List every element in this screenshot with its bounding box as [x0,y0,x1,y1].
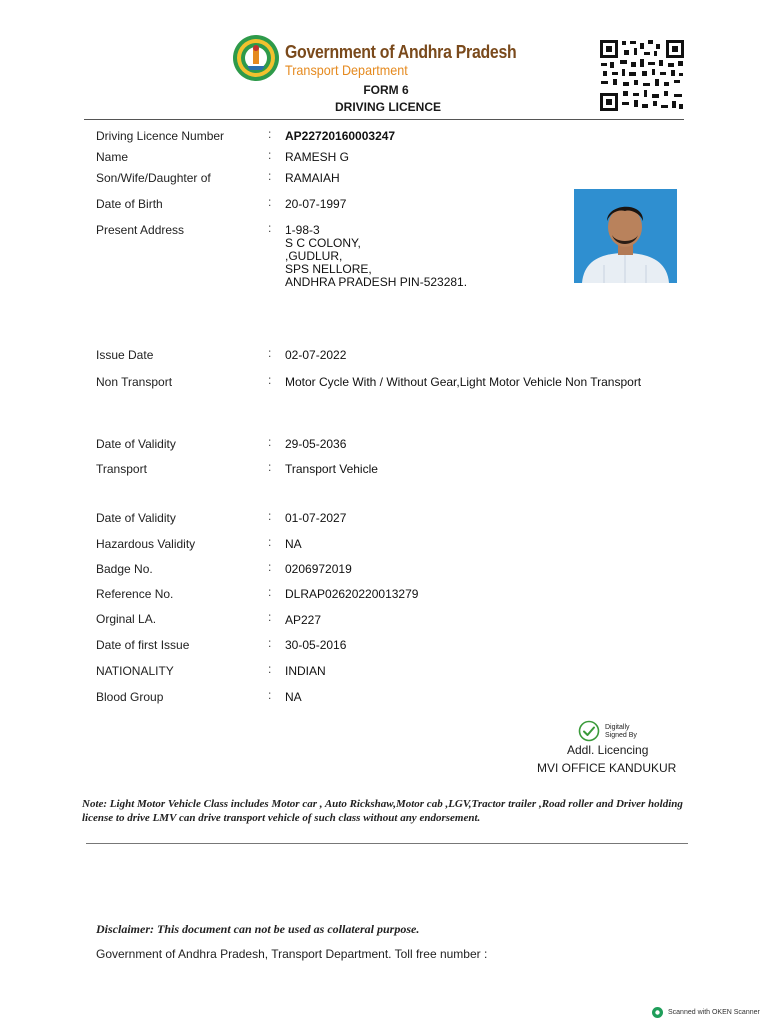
dl-number-value: AP22720160003247 [285,129,396,143]
address-line: ,GUDLUR, [285,249,343,263]
validity-t-label: Date of Validity [96,511,176,525]
blood-group-value: NA [285,690,302,704]
relation-label: Son/Wife/Daughter of [96,171,211,185]
address-line: 1-98-3 [285,223,320,237]
scanner-credit: Scanned with OKEN Scanner [668,1009,760,1016]
badge-value: 0206972019 [285,562,352,576]
hazardous-label: Hazardous Validity [96,537,196,551]
validity-nt-value: 29-05-2036 [285,437,347,451]
nationality-value: INDIAN [285,664,326,678]
lmv-note: Note: Light Motor Vehicle Class includes Motor car , Auto Rickshaw,Motor cab ,LGV,Tractor trailer ,Road roller and Driver holding license to drive LMV can drive transport vehicle of such class without any endorsement. [82,798,683,824]
digital-line-2: Signed By [605,732,637,739]
dob-label: Date of Birth [96,197,163,211]
non-transport-value: Motor Cycle With / Without Gear,Light Motor Vehicle Non Transport [285,375,642,389]
colon: : [268,509,272,523]
hazardous-value: NA [285,537,302,551]
blood-group-label: Blood Group [96,690,164,704]
transport-label: Transport [96,462,147,476]
header-divider [84,119,684,120]
relation-value: RAMAIAH [285,171,340,185]
colon: : [268,610,272,624]
dl-number-label: Driving Licence Number [96,129,225,143]
colon: : [268,585,272,599]
check-circle-icon [578,720,600,742]
address-line: ANDHRA PRADESH PIN-523281. [285,275,468,289]
address-line: SPS NELLORE, [285,262,372,276]
orig-la-label: Orginal LA. [96,612,157,626]
colon: : [268,221,272,235]
validity-t-value: 01-07-2027 [285,511,347,525]
reference-label: Reference No. [96,587,174,601]
disclaimer: Disclaimer: This document can not be used as collateral purpose. [96,922,420,936]
holder-photo [574,189,677,283]
colon: : [268,435,272,449]
digitally-signed-text [605,724,637,740]
name-value: RAMESH G [285,150,350,164]
first-issue-label: Date of first Issue [96,638,190,652]
validity-nt-label: Date of Validity [96,437,176,451]
colon: : [268,688,272,702]
dob-value: 20-07-1997 [285,197,347,211]
transport-value: Transport Vehicle [285,462,378,476]
colon: : [268,148,272,162]
first-issue-value: 30-05-2016 [285,638,347,652]
colon: : [268,127,272,141]
colon: : [268,560,272,574]
issue-date-label: Issue Date [96,348,154,362]
signing-office: MVI OFFICE KANDUKUR [537,761,677,775]
colon: : [268,460,272,474]
address-value [285,224,467,289]
scanner-logo-icon [652,1007,663,1018]
form-number: FORM 6 [363,83,409,97]
colon: : [268,346,272,360]
department-title: Transport Department [285,62,408,78]
colon: : [268,535,272,549]
address-label: Present Address [96,223,185,237]
colon: : [268,636,272,650]
qr-code-icon[interactable] [598,38,686,113]
digital-line-1: Digitally [605,724,630,731]
government-title: Government of Andhra Pradesh [285,42,517,62]
note-divider [86,843,688,844]
colon: : [268,195,272,209]
footer-text: Government of Andhra Pradesh, Transport Department. Toll free number : [96,947,488,961]
colon: : [268,662,272,676]
badge-label: Badge No. [96,562,153,576]
colon: : [268,373,272,387]
ap-emblem-icon [232,34,280,82]
reference-value: DLRAP02620220013279 [285,587,419,601]
colon: : [268,169,272,183]
non-transport-label: Non Transport [96,375,173,389]
address-line: S C COLONY, [285,236,361,250]
issue-date-value: 02-07-2022 [285,348,347,362]
document-title: DRIVING LICENCE [334,100,441,114]
nationality-label: NATIONALITY [96,664,174,678]
orig-la-value: AP227 [285,613,322,627]
name-label: Name [96,150,129,164]
signing-authority: Addl. Licencing [567,743,649,757]
